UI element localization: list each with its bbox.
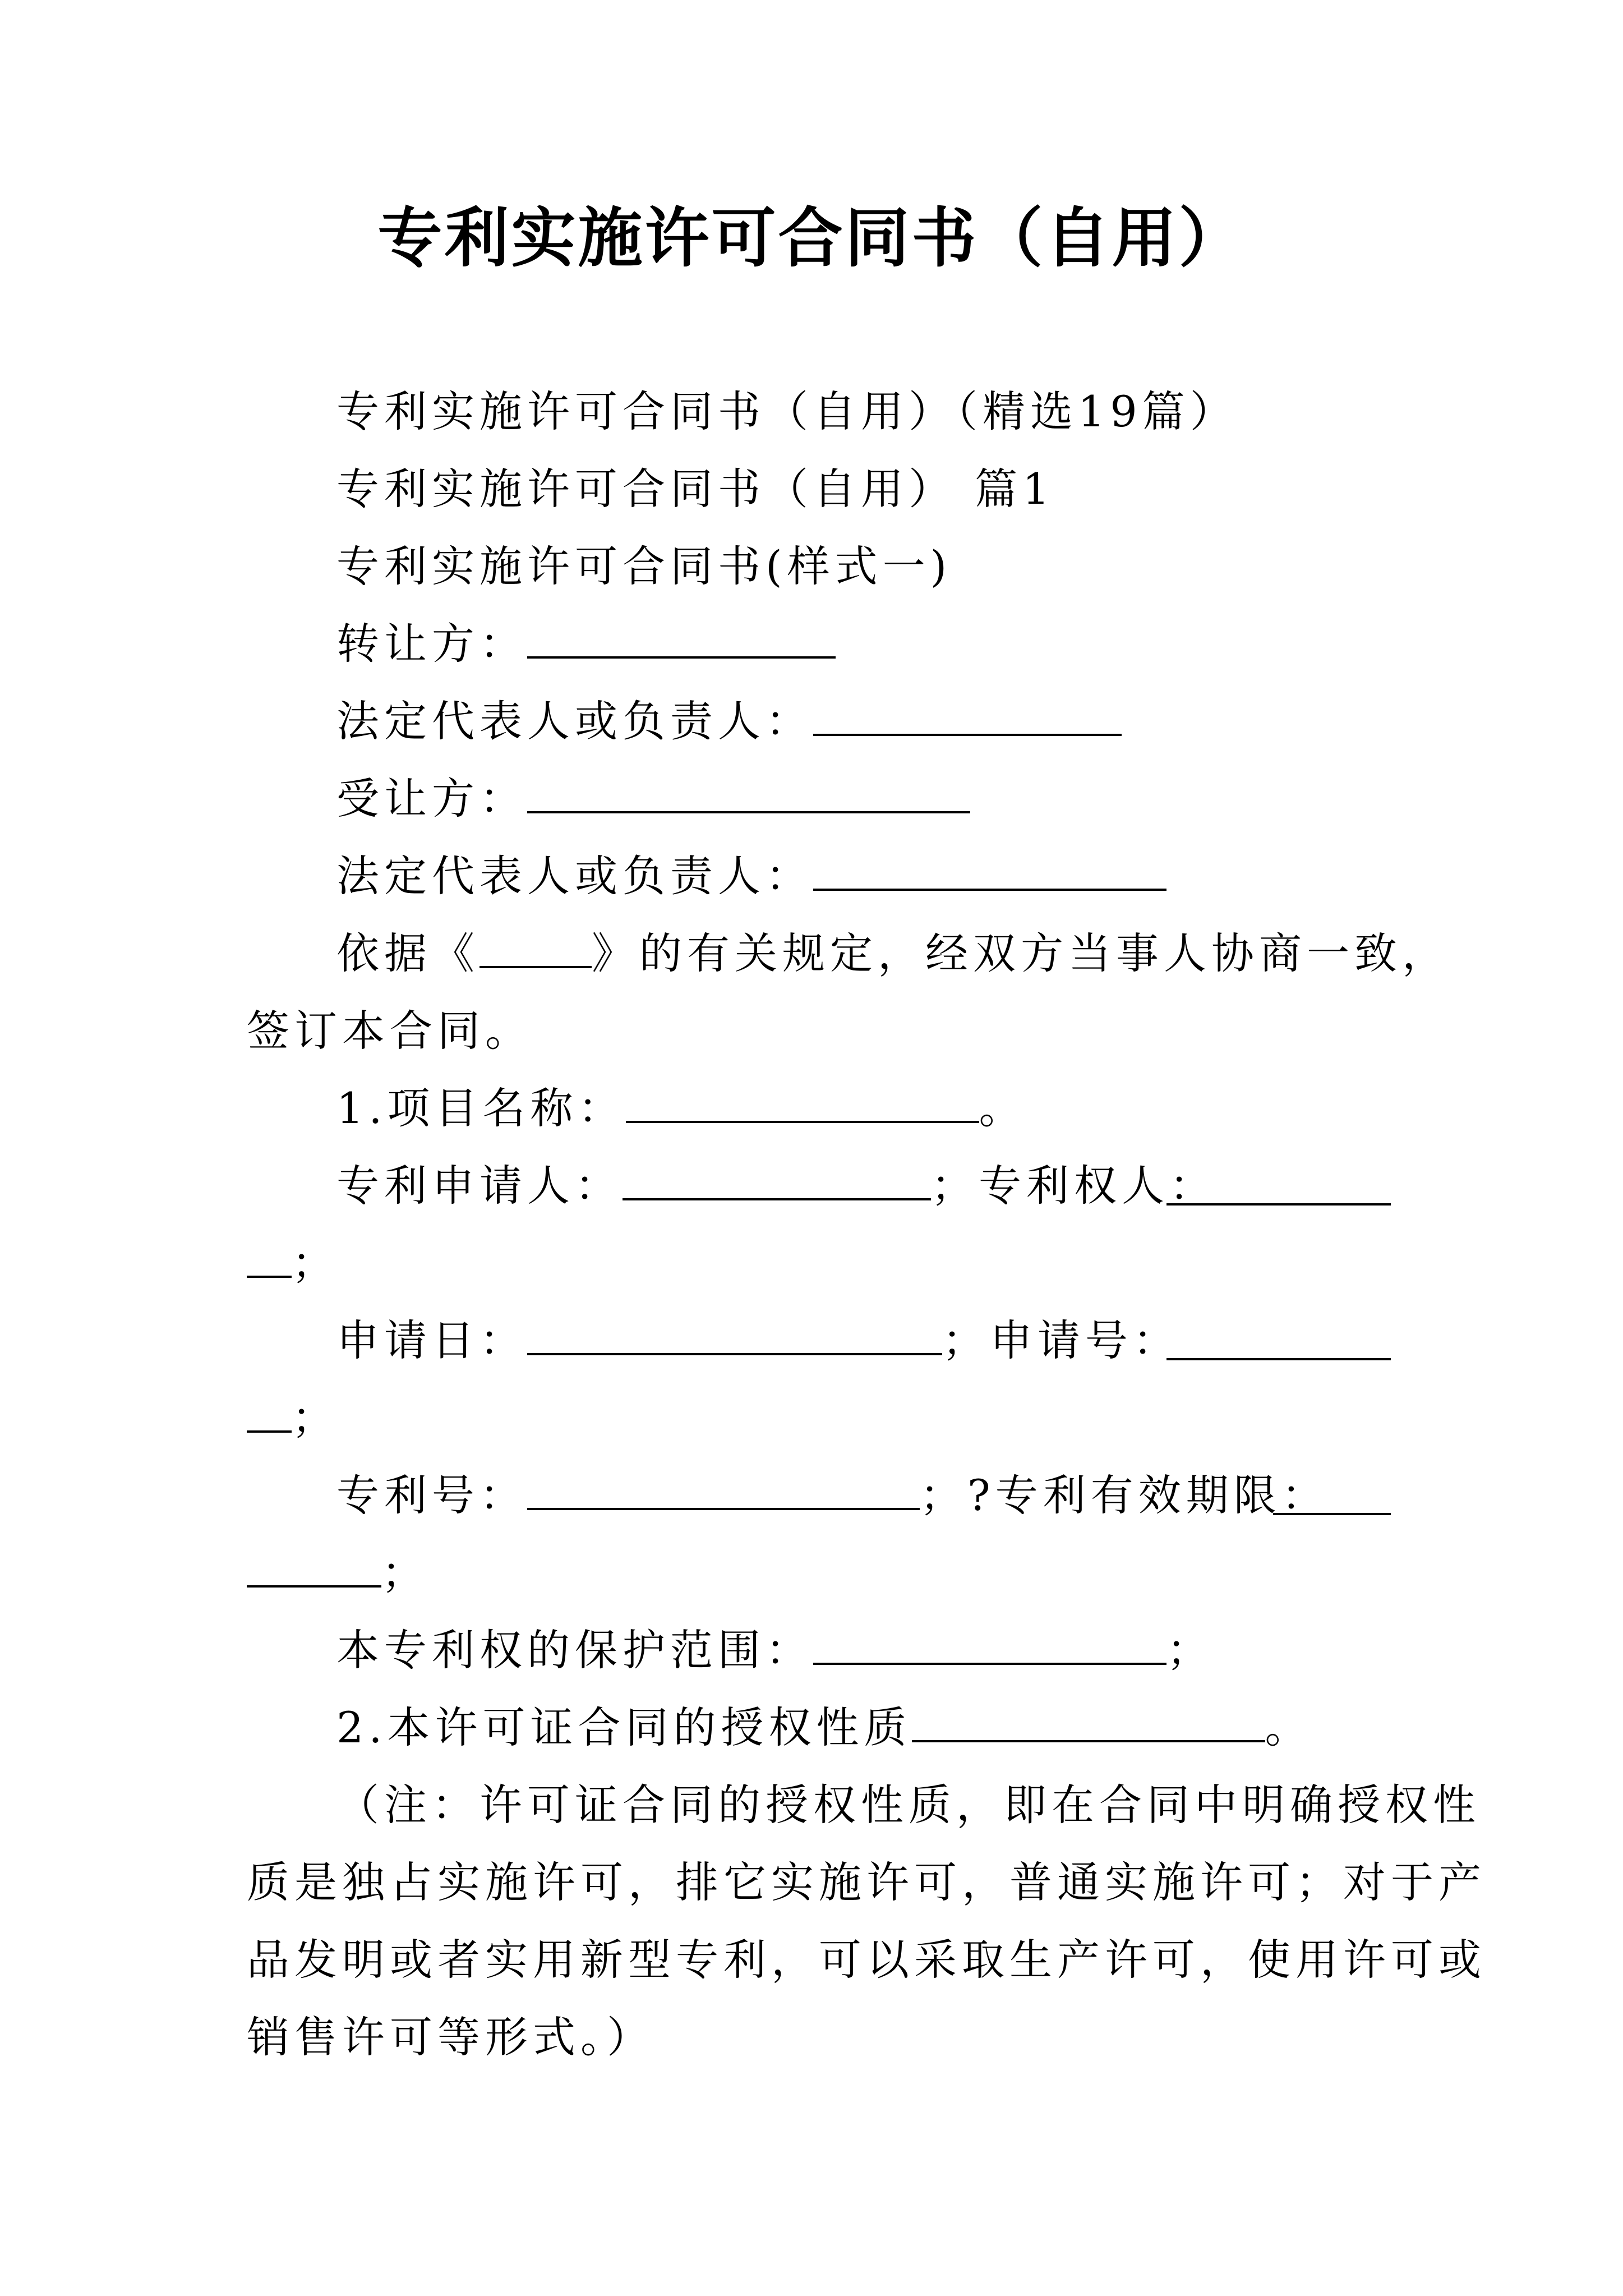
- field-label: 转让方：: [336, 619, 527, 669]
- blank-field: [912, 1706, 1265, 1742]
- blank-field: [527, 1319, 942, 1355]
- text: 质是独占实施许可，排它实施许可，普通实施许可；对于产: [247, 1857, 1486, 1907]
- text-line: [247, 992, 1391, 1070]
- field-label: ；申请号：: [942, 1315, 1181, 1365]
- blank-field: [247, 1552, 381, 1588]
- text-line: [247, 1999, 1391, 2076]
- applicant-line: [247, 1147, 1391, 1225]
- protection-scope-line: [247, 1612, 1391, 1689]
- blank-field: [479, 932, 592, 968]
- blank-field: [1166, 1324, 1391, 1360]
- blank-field: [813, 700, 1122, 736]
- document-body: [247, 373, 1486, 2076]
- text: ；: [381, 1548, 429, 1598]
- basis-line: [247, 915, 1450, 992]
- blank-field: [1273, 1479, 1391, 1515]
- text: 专利实施许可合同书（自用）（精选19篇）: [336, 386, 1238, 436]
- field-label: 本专利权的保护范围：: [336, 1625, 813, 1675]
- text: ；: [292, 1238, 339, 1288]
- text: 签订本合同。: [247, 1006, 533, 1056]
- field-label: 专利号：: [336, 1470, 527, 1520]
- blank-field: [247, 1242, 292, 1278]
- license-nature-line: [247, 1689, 1391, 1766]
- text: ；: [1166, 1625, 1214, 1675]
- text-line: [247, 1921, 1486, 1999]
- transferor-line: [247, 605, 1391, 683]
- text: 销售许可等形式。）: [247, 2012, 654, 2062]
- blank-field: [813, 855, 1166, 891]
- text: ；: [292, 1393, 339, 1443]
- field-label: 1.项目名称：: [336, 1083, 626, 1133]
- blank-field: [247, 1397, 292, 1433]
- text-line: [247, 373, 1391, 450]
- text-line: [247, 1766, 1481, 1844]
- project-name-line: [247, 1070, 1391, 1147]
- field-label: ；专利权人：: [931, 1161, 1217, 1211]
- continuation-line: [247, 1534, 1391, 1612]
- application-date-line: [247, 1302, 1391, 1379]
- blank-field: [527, 777, 970, 813]
- transferee-line: [247, 760, 1391, 838]
- blank-field: [527, 1474, 920, 1510]
- blank-field: [527, 623, 836, 659]
- continuation-line: [247, 1379, 1391, 1457]
- text: 依据《: [336, 928, 479, 978]
- field-label: 专利申请人：: [336, 1161, 623, 1211]
- text: （注：许可证合同的授权性质，即在合同中明确授权性: [336, 1780, 1481, 1830]
- text-line: [247, 1844, 1486, 1921]
- text: 。: [979, 1083, 1027, 1133]
- legal-rep-line: [247, 838, 1391, 915]
- document-title: 专利实施许可合同书（自用）: [377, 200, 1246, 276]
- blank-field: [813, 1629, 1166, 1665]
- text-line: [247, 450, 1391, 528]
- text: 专利实施许可合同书（自用） 篇1: [336, 464, 1055, 514]
- field-label: ；?专利有效期限：: [920, 1470, 1329, 1520]
- text: 专利实施许可合同书(样式一): [336, 541, 952, 591]
- text: 。: [1265, 1703, 1313, 1752]
- blank-field: [1166, 1170, 1391, 1205]
- text: 》的有关规定，经双方当事人协商一致，: [592, 928, 1450, 978]
- field-label: 申请日：: [336, 1315, 527, 1365]
- text: 品发明或者实用新型专利，可以采取生产许可，使用许可或: [247, 1935, 1486, 1985]
- note-paragraph: [247, 1766, 1486, 2076]
- field-label: 法定代表人或负责人：: [336, 851, 813, 901]
- continuation-line: [247, 1225, 1391, 1302]
- blank-field: [623, 1165, 931, 1200]
- field-label: 法定代表人或负责人：: [336, 696, 813, 746]
- blank-field: [626, 1087, 979, 1123]
- patent-number-line: [247, 1457, 1391, 1534]
- legal-rep-line: [247, 683, 1391, 760]
- text-line: [247, 528, 1391, 605]
- field-label: 受让方：: [336, 774, 527, 823]
- field-label: 2.本许可证合同的授权性质: [336, 1703, 912, 1752]
